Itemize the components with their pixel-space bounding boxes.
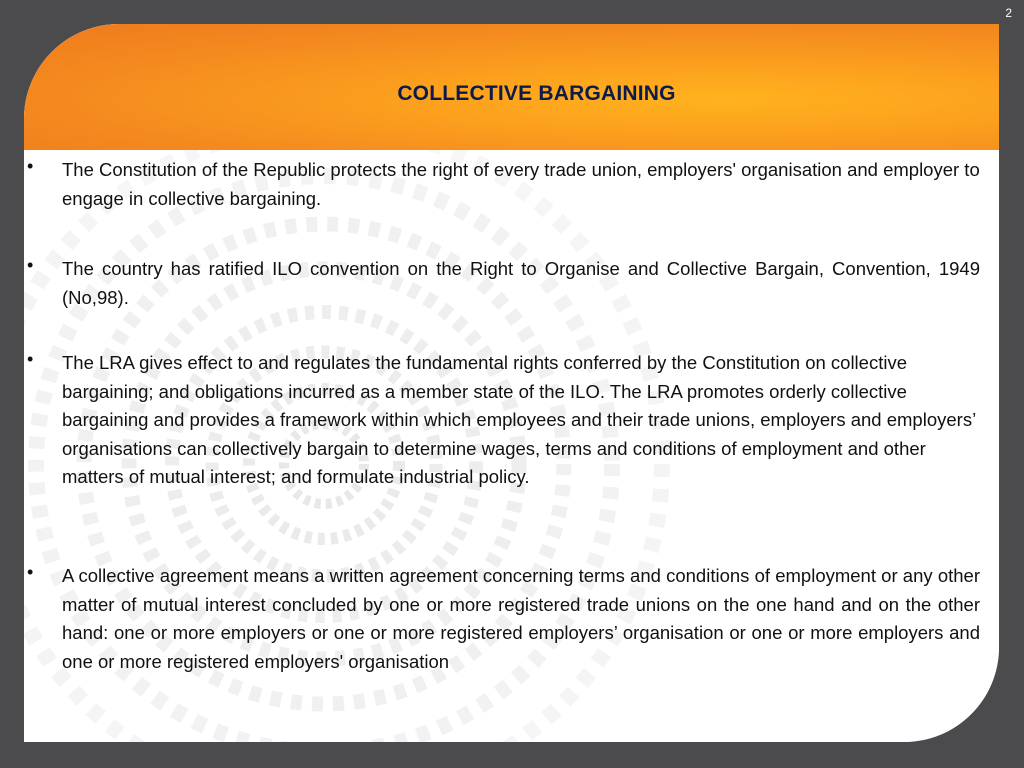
bullet-marker: •: [27, 562, 34, 582]
bullet-marker: •: [27, 255, 34, 275]
slide: [24, 24, 999, 742]
bullet-marker: •: [27, 349, 34, 369]
bullet-text: A collective agreement means a written agreement concerning terms and conditions of employment or any other matter of mutual interest concluded by one or more registered trade unions on the one hand and on the other hand: one or more employers or one or more registered employers’ organisation or one or more employers and one or more registered employers' organisation: [62, 565, 980, 672]
bullet-text: The country has ratified ILO convention on the Right to Organise and Collective Bargain, Convention, 1949 (No,98).: [62, 258, 980, 308]
corner-slide-number: 2: [1005, 6, 1012, 20]
page-number: 2: [971, 727, 979, 742]
bullet-text: The Constitution of the Republic protects the right of every trade union, employers' organisation and employer to engage in collective bargaining.: [62, 159, 980, 209]
slide-title: COLLECTIVE BARGAINING: [397, 82, 676, 105]
bullet-text: The LRA gives effect to and regulates the fundamental rights conferred by the Constitution on collective bargaining; and obligations incurred as a member state of the ILO. The LRA promotes orderly collective bargaining and provides a framework within which employees and their trade unions, employers and employers’ organisations can collectively bargain to determine wages, terms and conditions of employment and other matters of mutual interest; and formulate industrial policy.: [62, 352, 976, 487]
bullet-marker: •: [27, 156, 34, 176]
